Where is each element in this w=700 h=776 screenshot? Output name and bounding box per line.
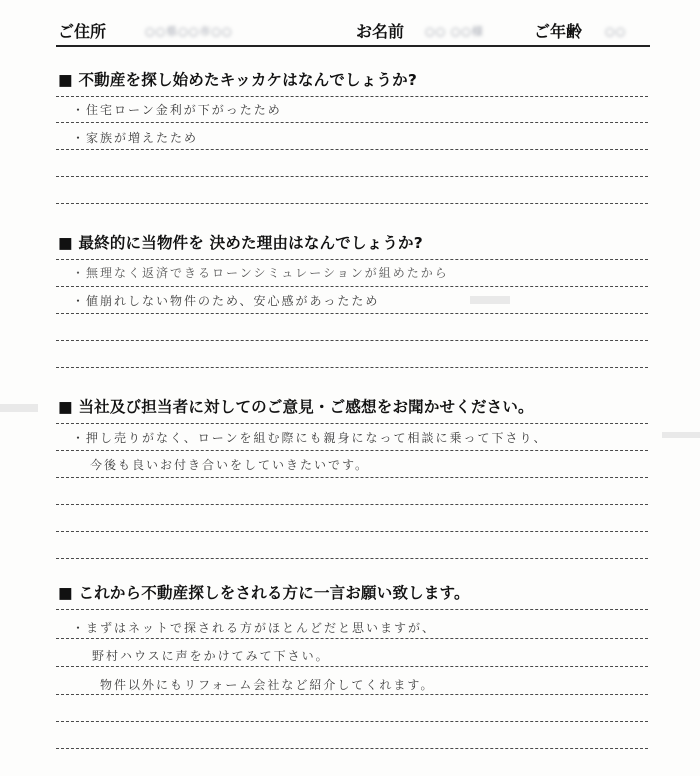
- header-rule: [56, 45, 650, 47]
- answer-line: [56, 450, 648, 451]
- answer-line: [56, 313, 648, 314]
- answer-line: [56, 286, 648, 287]
- answer-3-line-1: ・押し売りがなく、ローンを組む際にも親身になって相談に乗って下さり、: [72, 431, 548, 445]
- answer-1-line-1: ・住宅ローン金利が下がったため: [72, 103, 282, 117]
- answer-line: [56, 694, 648, 695]
- question-3-heading: ■ 当社及び担当者に対してのご意見・ご感想をお聞かせください。: [58, 398, 534, 416]
- answer-2-line-1: ・無理なく返済できるローンシミュレーションが組めたから: [72, 266, 449, 280]
- answer-line: [56, 340, 648, 341]
- answer-3-line-2: 今後も良いお付き合いをしていきたいです。: [90, 458, 370, 472]
- answer-4-line-2: 野村ハウスに声をかけてみて下さい。: [92, 649, 330, 663]
- age-label: ご年齢: [534, 22, 583, 41]
- answer-4-line-3: 物件以外にもリフォーム会社など紹介してくれます。: [100, 678, 435, 692]
- answer-line: [56, 609, 648, 610]
- question-1-heading: ■ 不動産を探し始めたキッカケはなんでしょうか?: [58, 71, 418, 89]
- answer-line: [56, 504, 648, 505]
- answer-line: [56, 423, 648, 424]
- answer-line: [56, 721, 648, 722]
- answer-line: [56, 122, 648, 123]
- scan-scuff: [0, 404, 38, 412]
- answer-1-line-2: ・家族が増えたため: [72, 131, 199, 145]
- answer-line: [56, 531, 648, 532]
- answer-line: [56, 149, 648, 150]
- answer-line: [56, 558, 648, 559]
- address-value-blurred: ○○県○○市○○: [145, 25, 233, 38]
- answer-4-line-1: ・まずはネットで探される方がほとんどだと思いますが、: [72, 621, 437, 635]
- scan-scuff: [470, 296, 510, 304]
- age-value-blurred: ○○: [605, 25, 627, 38]
- answer-line: [56, 259, 648, 260]
- answer-line: [56, 748, 648, 749]
- address-label: ご住所: [58, 22, 107, 41]
- scan-scuff: [662, 432, 700, 438]
- answer-line: [56, 666, 648, 667]
- answer-line: [56, 96, 648, 97]
- answer-line: [56, 477, 648, 478]
- name-value-blurred: ○○ ○○様: [425, 25, 484, 38]
- question-4-heading: ■ これから不動産探しをされる方に一言お願い致します。: [58, 584, 470, 602]
- question-2-heading: ■ 最終的に当物件を 決めた理由はなんでしょうか?: [58, 234, 423, 252]
- answer-2-line-2: ・値崩れしない物件のため、安心感があったため: [72, 294, 380, 308]
- answer-line: [56, 176, 648, 177]
- name-label: お名前: [356, 22, 405, 41]
- answer-line: [56, 638, 648, 639]
- answer-line: [56, 203, 648, 204]
- answer-line: [56, 367, 648, 368]
